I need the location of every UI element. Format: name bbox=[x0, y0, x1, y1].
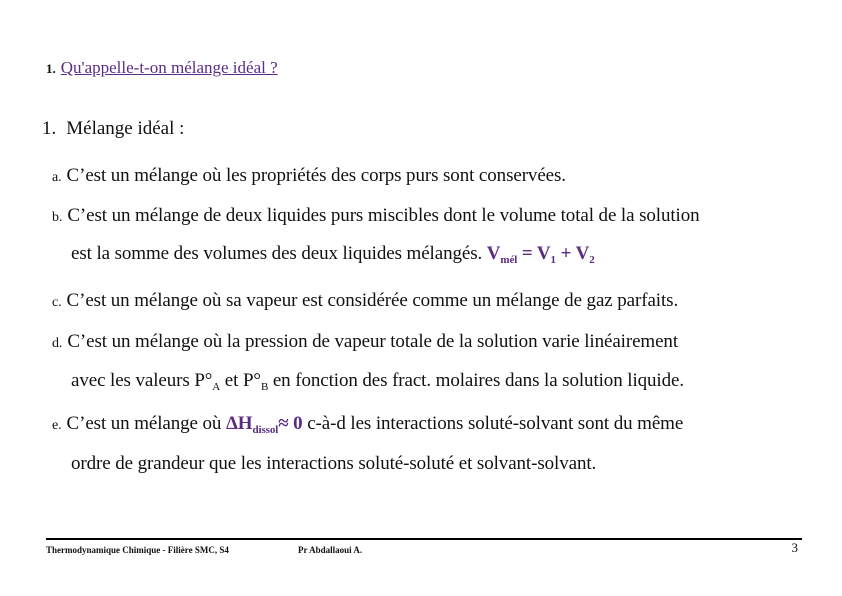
question-title bbox=[46, 58, 278, 78]
item-marker-b: b. bbox=[52, 210, 63, 225]
list-item-a bbox=[52, 165, 566, 187]
item-marker-a: a. bbox=[52, 170, 62, 185]
item-marker-d: d. bbox=[52, 336, 63, 351]
item-marker-c: c. bbox=[52, 295, 62, 310]
question-text[interactable]: Qu'appelle-t-on mélange idéal ? bbox=[60, 58, 278, 77]
item-text-d-line1: C’est un mélange où la pression de vapeur totale de la solution varie linéairement bbox=[67, 331, 678, 352]
item-text-b-line2: est la somme des volumes des deux liquides mélangés. bbox=[71, 243, 487, 264]
list-item-d-cont: avec les valeurs $P^\circ_A$ et $P^\circ_B$ en fonction des fract. molaires dans la solution liquide. bbox=[71, 370, 684, 393]
footer-divider bbox=[46, 538, 802, 540]
heading-text: Mélange idéal : bbox=[66, 118, 185, 139]
question-number: 1. bbox=[46, 61, 56, 76]
section-heading bbox=[42, 118, 184, 140]
footer-author: Pr Abdallaoui A. bbox=[298, 545, 363, 555]
sub-b: B bbox=[260, 381, 269, 393]
list-item-d bbox=[52, 331, 678, 353]
enthalpy-formula: $\Delta H_{dissol}\approx 0$ bbox=[225, 413, 303, 436]
item-text-c: C’est un mélange où sa vapeur est considérée comme un mélange de gaz parfaits. bbox=[66, 290, 679, 311]
heading-number: 1. bbox=[42, 118, 57, 139]
volume-formula: $V_{mél} = V_1 + V_2$ bbox=[486, 243, 595, 266]
list-item-b-cont bbox=[71, 243, 595, 266]
list-item-b bbox=[52, 205, 700, 227]
list-item-e: e. C’est un mélange où $\Delta H_{dissol}\approx 0$ c-à-d les interactions soluté-solvant sont du même bbox=[52, 413, 684, 436]
list-item-e-cont bbox=[71, 453, 596, 475]
sub-a: A bbox=[212, 381, 221, 393]
footer-course: Thermodynamique Chimique - Filière SMC, S4 bbox=[46, 545, 229, 555]
item-text-e-line2: ordre de grandeur que les interactions soluté-soluté et solvant-solvant. bbox=[71, 453, 597, 474]
item-text-b-line1: C’est un mélange de deux liquides purs miscibles dont le volume total de la solution bbox=[67, 205, 700, 226]
list-item-c bbox=[52, 290, 678, 312]
item-marker-e: e. bbox=[52, 418, 62, 433]
item-text-a: C’est un mélange où les propriétés des corps purs sont conservées. bbox=[66, 165, 566, 186]
page-number: 3 bbox=[791, 540, 798, 555]
